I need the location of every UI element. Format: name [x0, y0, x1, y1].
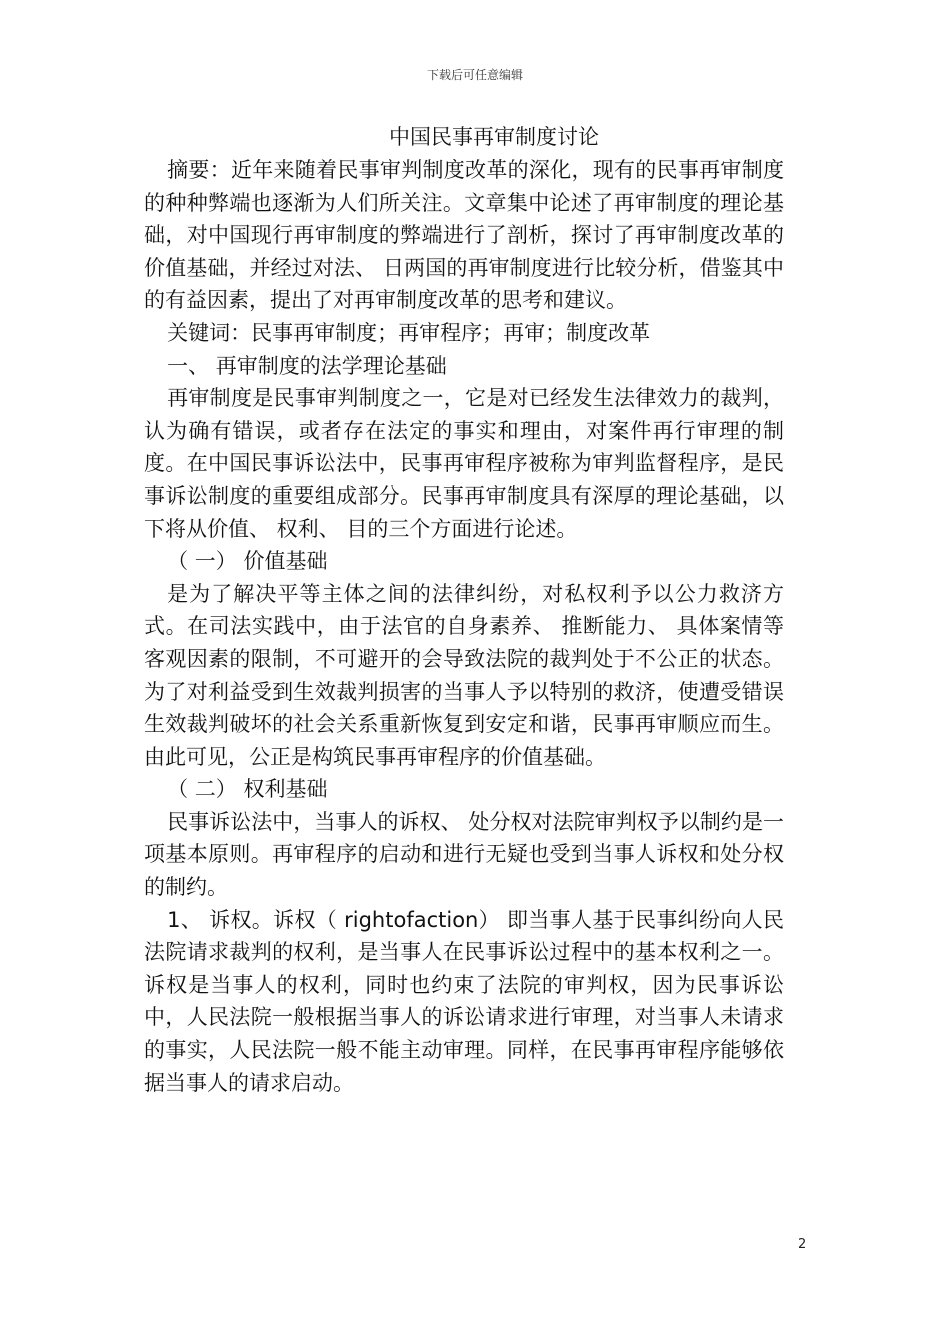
abstract-paragraph: 摘要：近年来随着民事审判制度改革的深化，现有的民事再审制度的种种弊端也逐渐为人们所关注。文章集中论述了再审制度的理论基础，对中国现行再审制度的弊端进行了剖析，探讨了再审制度改革的价值基础，并经过对法、 日两国的再审制度进行比较分析，借鉴其中的有益因素，提出了对再审制度改革的思考和建议。: [144, 158, 784, 313]
body-paragraph: 是为了解决平等主体之间的法律纠纷，对私权利予以公力救济方式。在司法实践中，由于法官的自身素养、 推断能力、 具体案情等客观因素的限制，不可避开的会导致法院的裁判处于不公正的状态。为了对利益受到生效裁判损害的当事人予以特别的救济，使遭受错误生效裁判破坏的社会关系重新恢复到安定和谐，民事再审顺应而生。由此可见，公正是构筑民事再审程序的价值基础。: [144, 581, 784, 769]
subsection-heading-rights: （ 二） 权利基础: [167, 777, 328, 802]
subsection-heading-value: （ 一） 价值基础: [167, 549, 328, 574]
page-number: 2: [798, 1237, 807, 1252]
body-paragraph: 民事诉讼法中，当事人的诉权、 处分权对法院审判权予以制约是一项基本原则。再审程序的启动和进行无疑也受到当事人诉权和处分权的制约。: [144, 809, 784, 900]
keywords-paragraph: 关键词：民事再审制度；再审程序；再审；制度改革: [167, 320, 651, 345]
body-paragraph: 1、 诉权。诉权（ rightofaction） 即当事人基于民事纠纷向人民法院请求裁判的权利，是当事人在民事诉讼过程中的基本权利之一。诉权是当事人的权利，同时也约束了法院的审判权，因为民事诉讼中，人民法院一般根据当事人的诉讼请求进行审理，对当事人未请求的事实，人民法院一般不能主动审理。同样，在民事再审程序能够依据当事人的请求启动。: [144, 907, 784, 1095]
document-title: 中国民事再审制度讨论: [389, 125, 599, 149]
document-body: [144, 120, 784, 1099]
page-header-note: 下载后可任意编辑: [426, 68, 523, 82]
section-heading-1: 一、 再审制度的法学理论基础: [167, 353, 447, 378]
body-paragraph: 再审制度是民事审判制度之一，它是对已经发生法律效力的裁判，认为确有错误，或者存在法定的事实和理由，对案件再行审理的制度。在中国民事诉讼法中，民事再审程序被称为审判监督程序，是民事诉讼制度的重要组成部分。民事再审制度具有深厚的理论基础，以下将从价值、 权利、 目的三个方面进行论述。: [144, 386, 784, 541]
